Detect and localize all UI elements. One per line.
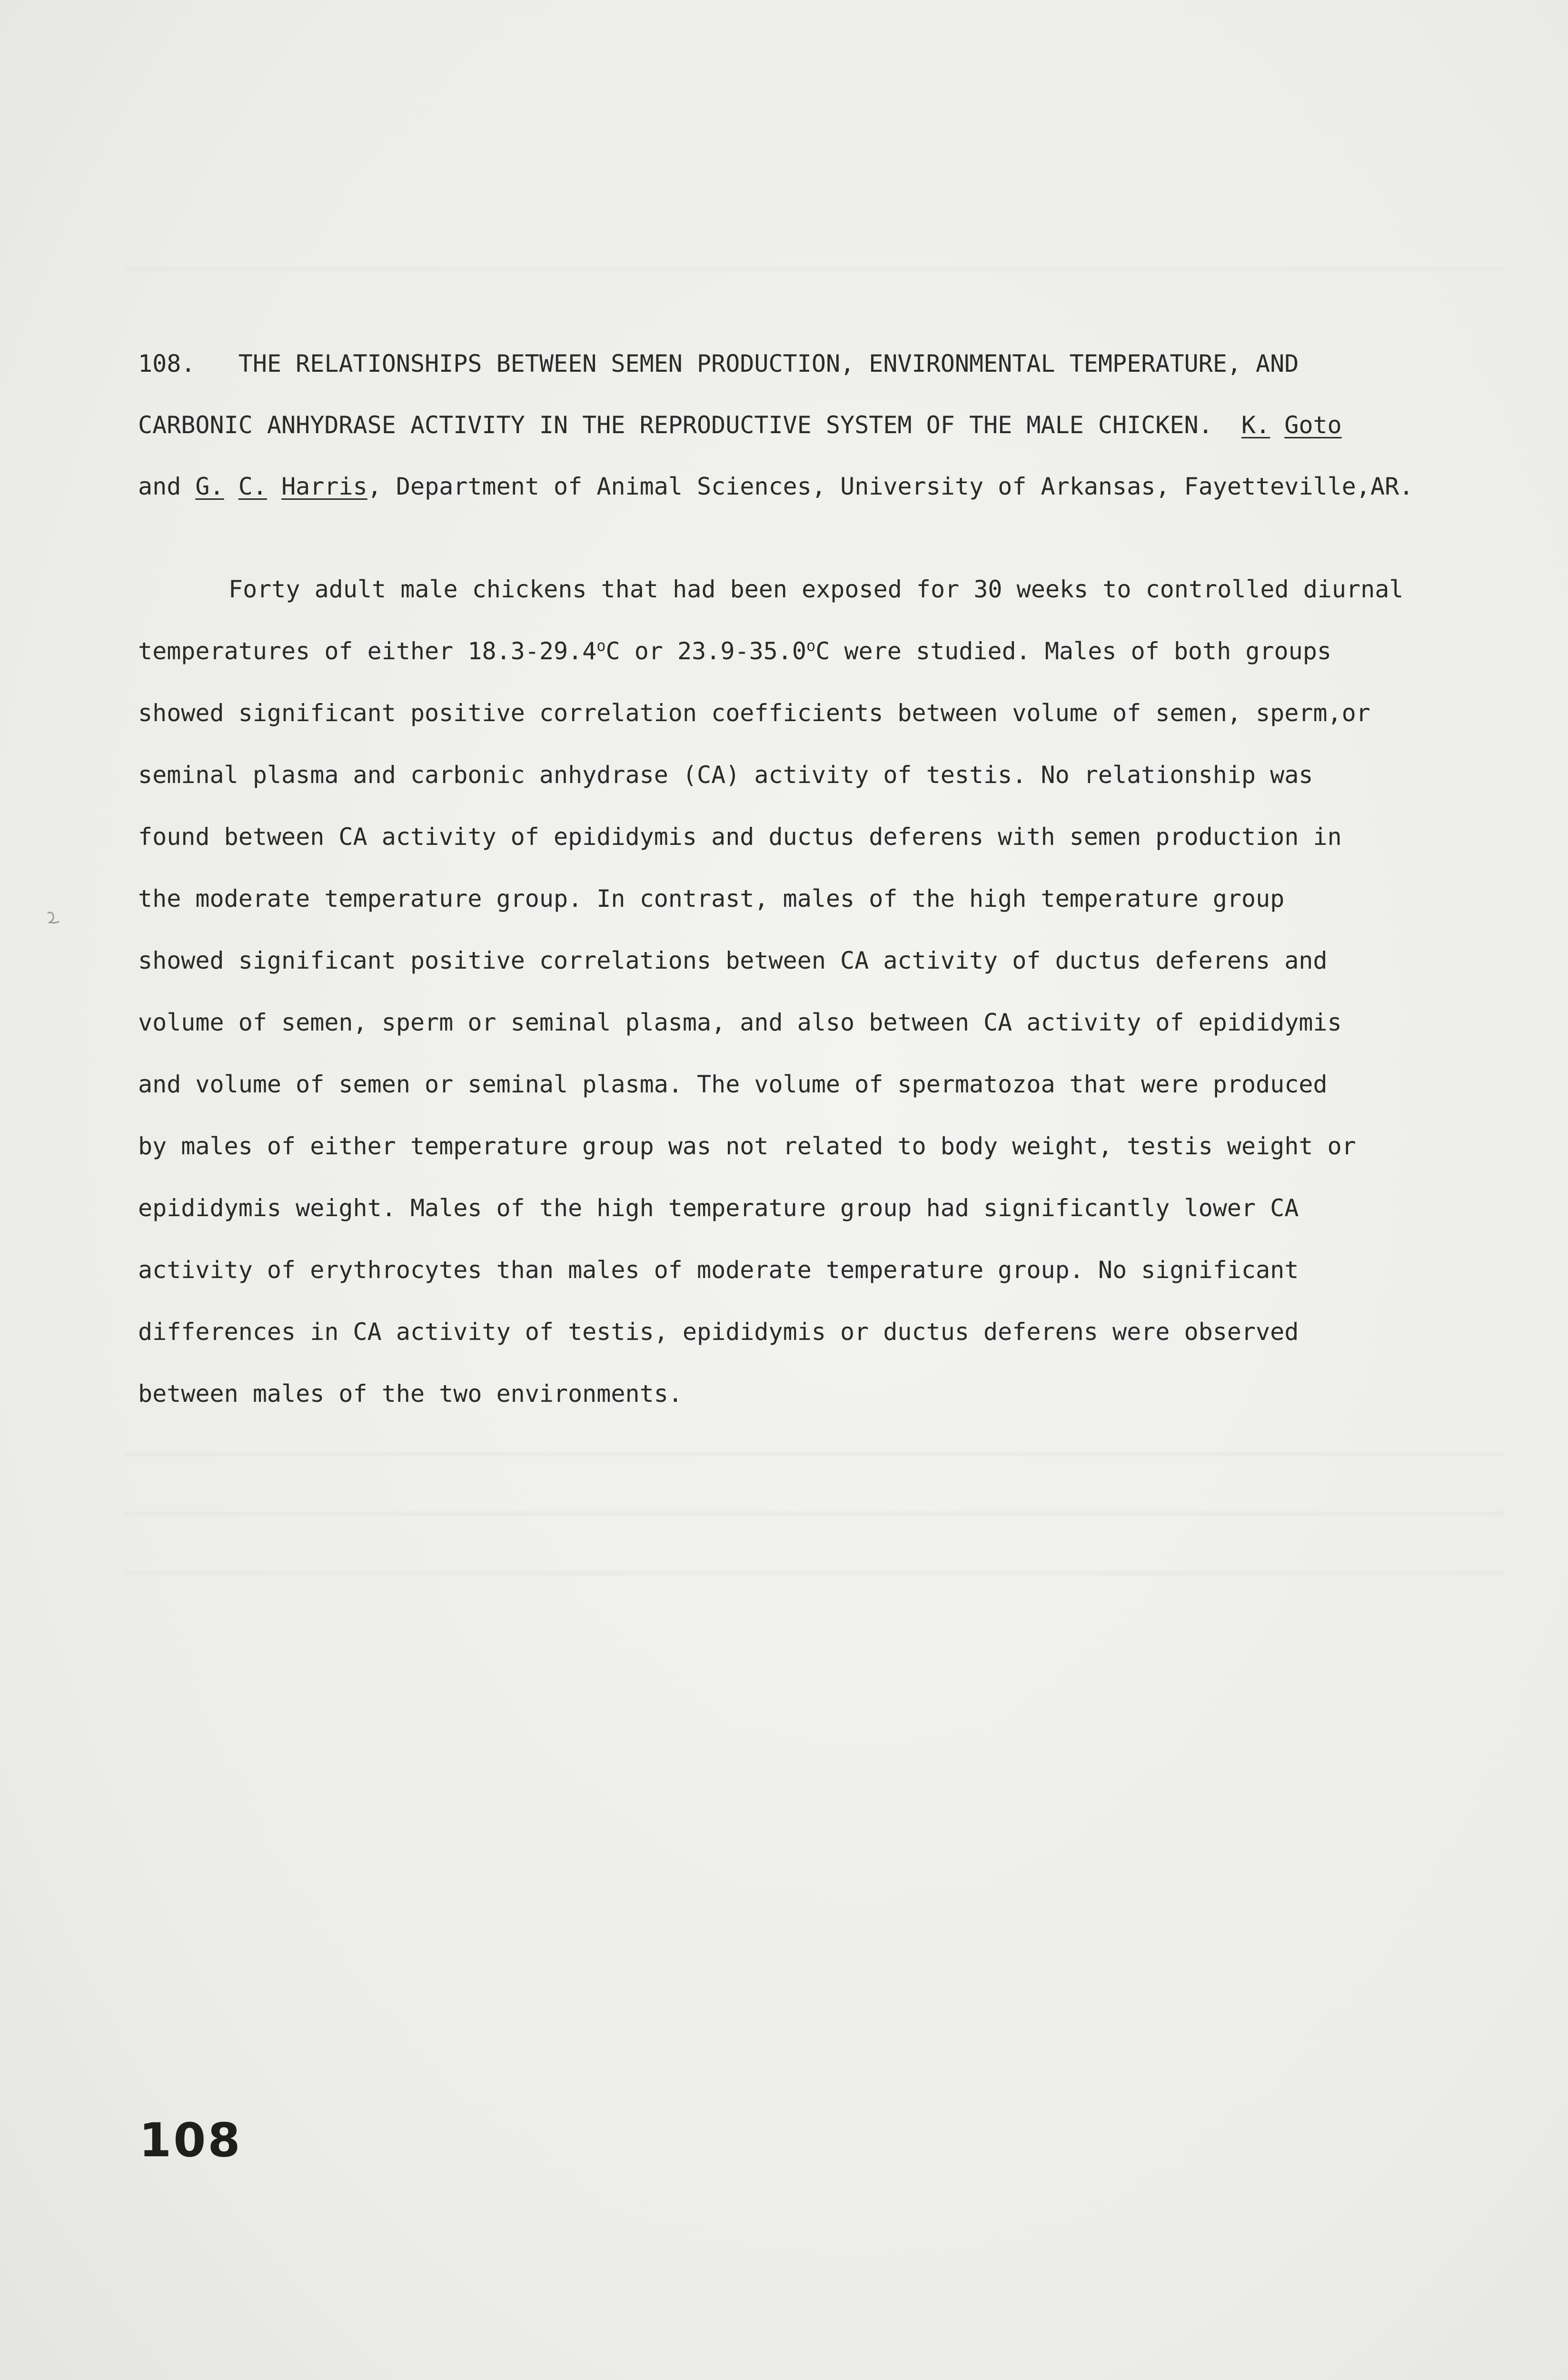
abstract	[138, 333, 1504, 1425]
abstract-number: 108.	[138, 350, 196, 377]
page-number: 108	[139, 2113, 242, 2168]
title-line-1	[138, 333, 1504, 395]
title-text: CARBONIC ANHYDRASE ACTIVITY IN THE REPRODUCTIVE SYSTEM OF THE MALE CHICKEN.	[138, 411, 1213, 439]
body-text: C were studied. Males of both groups	[815, 637, 1331, 665]
bleed-through	[124, 1511, 1504, 1516]
bleed-through	[124, 1571, 1504, 1576]
body-line: activity of erythrocytes than males of moderate temperature group. No significant	[138, 1256, 1299, 1284]
degree-symbol: o	[806, 636, 816, 655]
body-line: Forty adult male chickens that had been exposed for 30 weeks to controlled diurnal	[228, 575, 1404, 603]
body-line: epididymis weight. Males of the high temperature group had significantly lower CA	[138, 1194, 1299, 1222]
bleed-through	[124, 1452, 1504, 1457]
body-line: and volume of semen or seminal plasma. The volume of spermatozoa that were produced	[138, 1071, 1328, 1098]
body-line: showed significant positive correlation coefficients between volume of semen, sperm,or	[138, 699, 1370, 727]
author-initial: K.	[1241, 411, 1270, 439]
body-line: between males of the two environments.	[138, 1380, 683, 1408]
body-line: seminal plasma and carbonic anhydrase (CA) activity of testis. No relationship was	[138, 761, 1313, 789]
author-surname: Harris	[281, 473, 367, 500]
title-text: THE RELATIONSHIPS BETWEEN SEMEN PRODUCTION, ENVIRONMENTAL TEMPERATURE, AND	[238, 350, 1299, 377]
margin-pencil-mark	[44, 909, 63, 928]
body-line: found between CA activity of epididymis and ductus deferens with semen production in	[138, 823, 1342, 851]
degree-symbol: o	[596, 636, 606, 655]
body-line: showed significant positive correlations between CA activity of ductus deferens and	[138, 947, 1328, 974]
body-line: the moderate temperature group. In contrast, males of the high temperature group	[138, 885, 1285, 912]
body-line: differences in CA activity of testis, epididymis or ductus deferens were observed	[138, 1318, 1299, 1346]
body-text: C or 23.9-35.0	[605, 637, 806, 665]
title-line-2	[138, 395, 1504, 456]
affiliation: , Department of Animal Sciences, University of Arkansas, Fayetteville,AR.	[367, 473, 1414, 500]
abstract-body	[138, 558, 1504, 1425]
author-surname: Goto	[1284, 411, 1342, 439]
author-initial: G.	[195, 473, 224, 500]
body-line: by males of either temperature group was not related to body weight, testis weight or	[138, 1132, 1356, 1160]
body-line	[138, 620, 1504, 682]
abstract-header	[138, 333, 1504, 517]
body-text: temperatures of either 18.3-29.4	[138, 637, 597, 665]
and-word: and	[138, 473, 181, 500]
body-line: volume of semen, sperm or seminal plasma, and also between CA activity of epididymis	[138, 1009, 1342, 1036]
authors-line	[138, 456, 1504, 517]
bleed-through	[124, 267, 1504, 271]
author-initial: C.	[238, 473, 267, 500]
